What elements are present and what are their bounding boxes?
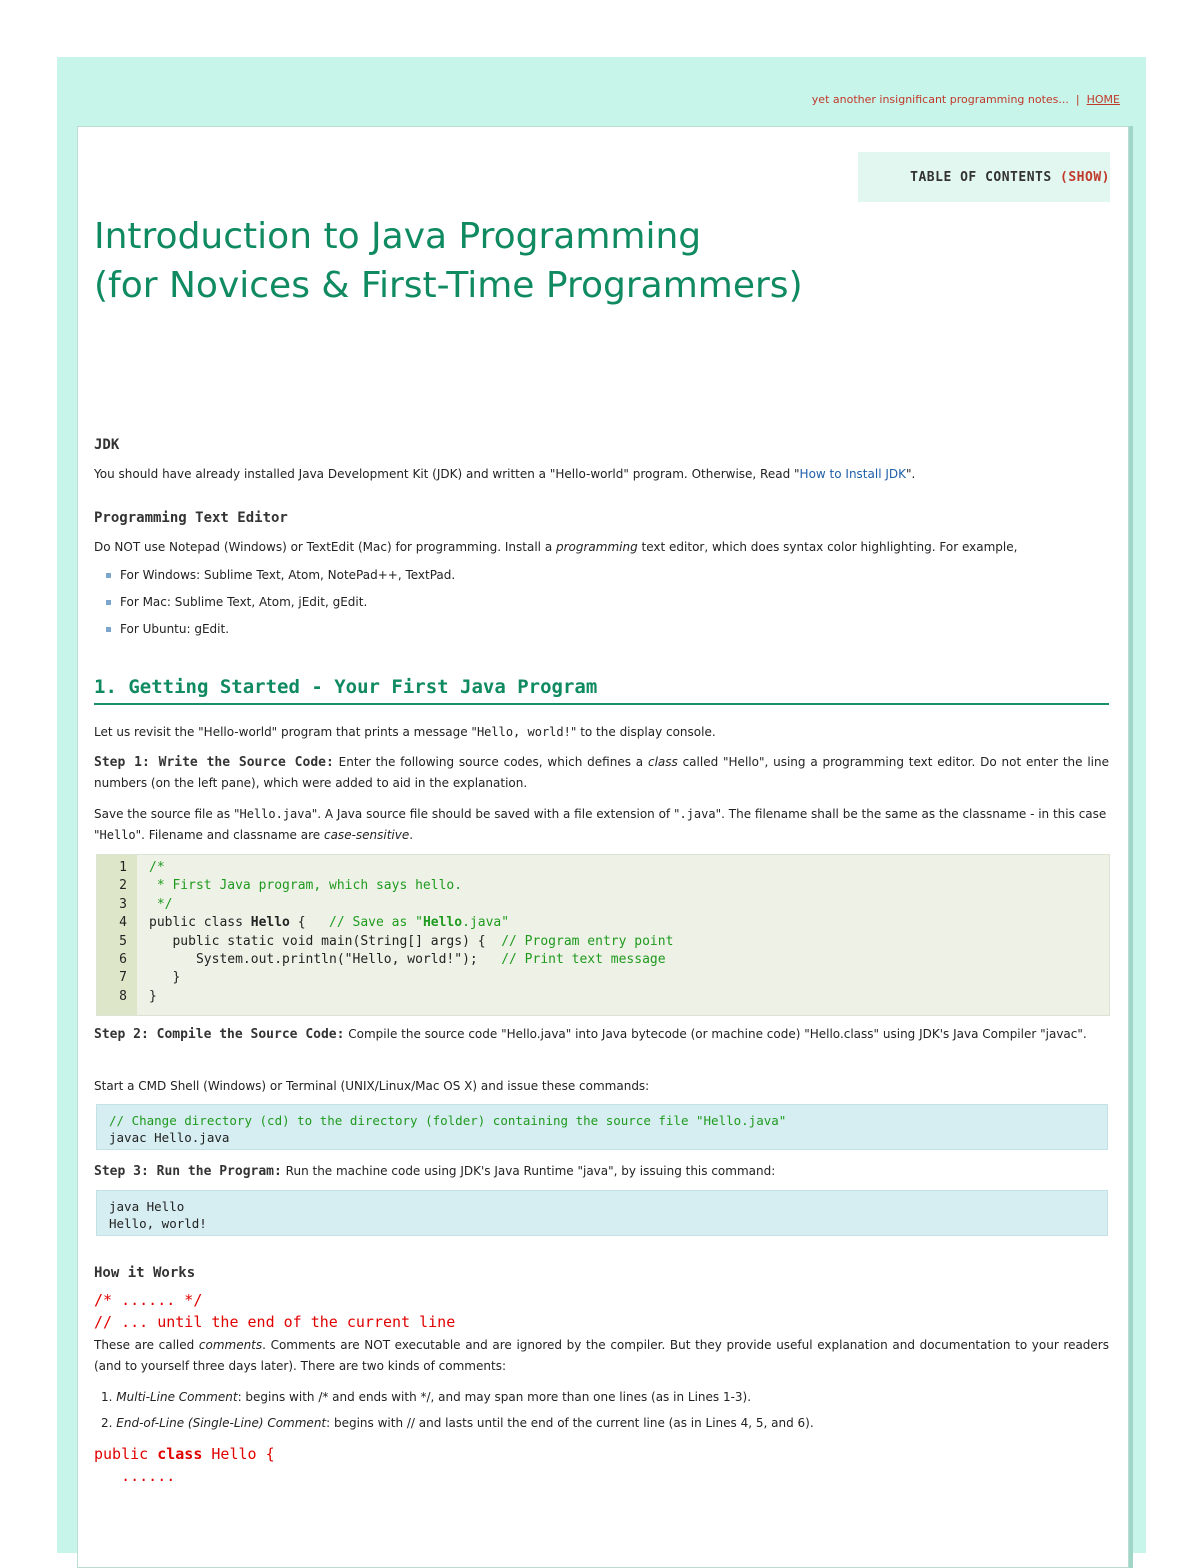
step2-paragraph: Step 2: Compile the Source Code: Compile the source code "Hello.java" into Java bytecode (or machine code) "Hello.class" using JDK's Java Compiler "javac". — [94, 1027, 1087, 1042]
shell-command: javac Hello.java — [109, 1130, 230, 1145]
compile-command-block — [96, 1104, 1108, 1150]
shell-comment: // Change directory (cd) to the directory (folder) containing the source file "Hello.java" — [109, 1113, 787, 1128]
shell-instruction: Start a CMD Shell (Windows) or Terminal (UNIX/Linux/Mac OS X) and issue these commands: — [94, 1079, 650, 1093]
step3-paragraph: Step 3: Run the Program: Run the machine code using JDK's Java Runtime "java", by issuing this command: — [94, 1164, 776, 1179]
code-line: * First Java program, which says hello. — [149, 878, 463, 894]
page-title — [94, 212, 803, 310]
toc-label: TABLE OF CONTENTS — [910, 169, 1052, 185]
line-number: 4 — [119, 915, 127, 931]
step1-paragraph: Step 1: Write the Source Code: Enter the following source codes, which defines a class called "Hello", using a programming text editor. Do not enter the line numbers (on the left pane), which were added to aid in the explanation. — [94, 755, 1109, 790]
code-line: public class Hello { // Save as "Hello.java" — [149, 915, 510, 931]
line-number: 8 — [119, 988, 127, 1004]
list-item: For Windows: Sublime Text, Atom, NotePad++, TextPad. — [94, 562, 455, 589]
toc-show-link[interactable]: SHOW — [1068, 169, 1102, 185]
table-of-contents-toggle[interactable]: TABLE OF CONTENTS ( SHOW ) — [858, 152, 1110, 202]
line-number: 3 — [119, 896, 127, 912]
list-item: 1. Multi-Line Comment: begins with /* and ends with */, and may span more than one lines (as in Lines 1-3). — [101, 1390, 752, 1404]
intro-paragraph: Let us revisit the "Hello-world" program that prints a message "Hello, world!" to the display console. — [94, 725, 716, 739]
save-paragraph: Save the source file as "Hello.java". A Java source file should be saved with a file extension of ".java". The filename shall be the same as the classname - in this case "Hello". Filename and classname are case-sensitive. — [94, 807, 1107, 842]
line-number: 6 — [119, 952, 127, 967]
code-line: public static void main(String[] args) { // Program entry point — [149, 933, 674, 949]
line-number: 7 — [119, 970, 127, 986]
jdk-heading: JDK — [94, 437, 120, 453]
run-command-block — [96, 1190, 1108, 1236]
comment-syntax-multiline: /* ...... */ — [94, 1291, 203, 1309]
code-line: } — [149, 970, 181, 986]
content-panel — [77, 126, 1129, 1568]
site-tagline: yet another insignificant programming notes... — [811, 93, 1069, 106]
list-item: 2. End-of-Line (Single-Line) Comment: begins with // and lasts until the end of the current line (as in Lines 4, 5, and 6). — [101, 1416, 814, 1430]
home-link[interactable]: HOME — [1086, 93, 1120, 106]
comment-syntax-endofline: // ... until the end of the current line — [94, 1313, 456, 1331]
editor-heading: Programming Text Editor — [94, 510, 288, 526]
source-code-block — [96, 854, 1110, 1016]
shell-command: java Hello — [109, 1199, 185, 1214]
class-syntax-ellipsis: ...... — [94, 1467, 176, 1485]
class-syntax-line: public class Hello { — [94, 1445, 275, 1463]
editor-paragraph: Do NOT use Notepad (Windows) or TextEdit (Mac) for programming. Install a programming text editor, which does syntax color highlighting. For example, — [94, 540, 1018, 554]
nav-separator: | — [1075, 93, 1080, 106]
title-line-1: Introduction to Java Programming — [94, 216, 702, 257]
list-item: For Mac: Sublime Text, Atom, jEdit, gEdit. — [94, 589, 455, 616]
code-line: System.out.println("Hello, world!"); // Print text message — [149, 952, 666, 967]
top-nav — [812, 93, 1120, 106]
shell-output: Hello, world! — [109, 1216, 207, 1231]
title-line-2: (for Novices & First-Time Programmers) — [94, 265, 803, 306]
how-it-works-heading: How it Works — [94, 1265, 196, 1281]
line-number: 1 — [119, 860, 127, 875]
comments-paragraph: These are called comments. Comments are NOT executable and are ignored by the compiler. But they provide useful explanation and documentation to your readers (and to yourself three days later). There are two kinds of comments: — [94, 1338, 1109, 1373]
line-number: 2 — [119, 878, 127, 894]
section-heading: 1. Getting Started - Your First Java Program — [94, 676, 1109, 705]
install-jdk-link[interactable]: How to Install JDK — [799, 467, 906, 481]
jdk-paragraph: You should have already installed Java Development Kit (JDK) and written a "Hello-world" program. Otherwise, Read "How to Install JDK". — [94, 467, 916, 481]
code-line: */ — [149, 896, 173, 912]
list-item: For Ubuntu: gEdit. — [94, 616, 455, 643]
page-background — [57, 57, 1146, 1553]
code-line: /* — [149, 860, 165, 875]
line-number: 5 — [119, 933, 127, 949]
editor-list — [94, 562, 455, 643]
code-line: } — [149, 988, 157, 1004]
comment-kinds-list — [101, 1384, 814, 1436]
